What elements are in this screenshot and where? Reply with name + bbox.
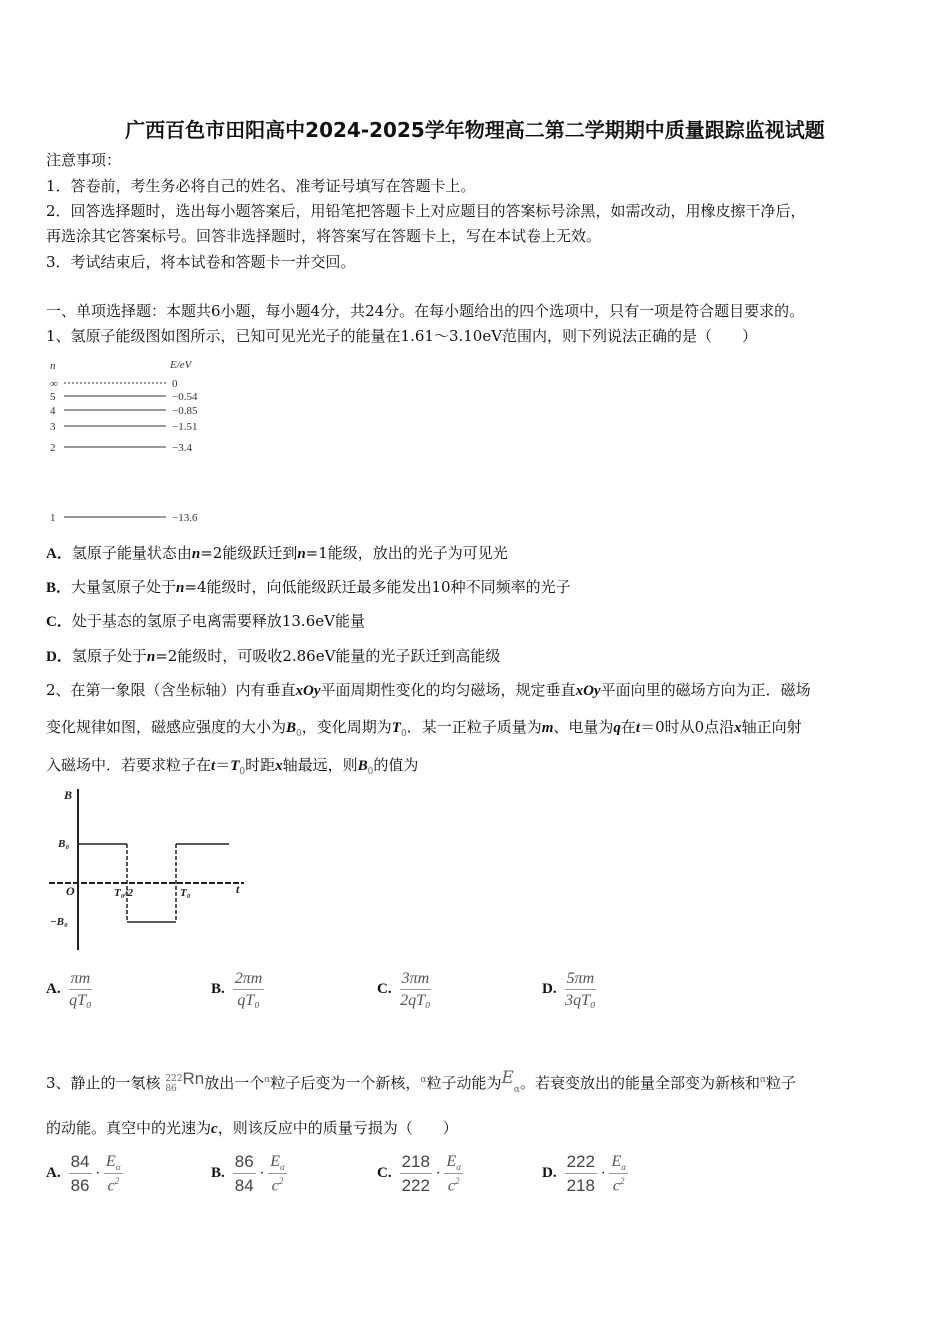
q3-option[interactable]: B. $\frac{86}{84}$ · $\frac{E_\alpha}{c^2}$	[211, 1152, 285, 1195]
svg-text:−13.6: −13.6	[172, 512, 198, 524]
svg-text:−0.54: −0.54	[172, 391, 198, 403]
q1-stem: 1、氢原子能级图如图所示，已知可见光光子的能量在1.61～3.10eV范围内，则下列说法正确的是（ ）	[46, 327, 758, 345]
q3-option[interactable]: A. $\frac{84}{86}$ · $\frac{E_\alpha}{c^2}$	[46, 1152, 121, 1195]
note-item: 1．答卷前，考生务必将自己的姓名、准考证号填写在答题卡上。	[46, 177, 476, 195]
q2-stem-line2: 变化规律如图，磁感应强度的大小为$B_0$，变化周期为$T_0$．某一正粒子质量为m、电量为q在t＝0时从0点沿x轴正向射	[46, 718, 802, 739]
y-axis-label: B	[64, 788, 73, 802]
q2-option[interactable]: D. $\frac{5\pi m}{\text{3qT₀}}$	[542, 970, 596, 1009]
energy-level	[50, 512, 198, 524]
q3-option[interactable]: C. $\frac{218}{222}$ · $\frac{E_\alpha}{c^2}$	[377, 1152, 461, 1195]
energy-level	[50, 405, 198, 417]
b-field-graph	[44, 785, 254, 955]
energy-level	[50, 391, 198, 403]
svg-text:−0.85: −0.85	[172, 405, 198, 417]
svg-text:3: 3	[50, 421, 56, 433]
q2-stem-line3: 入磁场中．若要求粒子在$t=T_0$时距x轴最远，则$B_0$的值为	[46, 756, 419, 777]
page-title: 广西百色市田阳高中2024-2025学年物理高二第二学期期中质量跟踪监视试题	[125, 118, 825, 142]
svg-text:O: O	[66, 884, 75, 898]
svg-text:4: 4	[50, 405, 56, 417]
q1-option-b[interactable]: B．大量氢原子处于n=4能级时，向低能级跃迁最多能发出10种不同频率的光子	[46, 578, 571, 596]
svg-text:t: t	[236, 882, 240, 896]
q1-option-d[interactable]: D．氢原子处于n=2能级时，可吸收2.86eV能量的光子跃迁到高能级	[46, 647, 501, 665]
svg-text:1: 1	[50, 512, 56, 524]
svg-text:−3.4: −3.4	[172, 442, 192, 454]
energy-level-diagram	[44, 355, 224, 530]
q3-stem-line1: 3、静止的一氡核 222 86 Rn放出一个$^\alpha$粒子后变为一个新核，$^\alpha$粒子动能为$E_\alpha$。若衰变放出的能量全部变为新核和$^\alpha$粒子	[46, 1068, 797, 1095]
n-label: n	[50, 360, 56, 372]
svg-text:−B₀: −B₀	[50, 916, 68, 928]
svg-text:2: 2	[50, 442, 56, 454]
q1-option-c[interactable]: C．处于基态的氢原子电离需要释放13.6eV能量	[46, 612, 365, 630]
energy-level	[50, 421, 197, 433]
q2-option[interactable]: B. $\frac{2\pi m}{\text{qT₀}}$	[211, 970, 263, 1009]
note-item: 再选涂其它答案标号。回答非选择题时，将答案写在答题卡上，写在本试卷上无效。	[46, 227, 602, 245]
q3-stem-line2: 的动能。真空中的光速为c，则该反应中的质量亏损为（ ）	[46, 1119, 458, 1137]
svg-text:−1.51: −1.51	[172, 421, 198, 433]
section-heading: 一、单项选择题：本题共6小题，每小题4分，共24分。在每小题给出的四个选项中，只有一项是符合题目要求的。	[46, 302, 805, 320]
e-label: E/eV	[170, 359, 192, 371]
q1-option-a[interactable]: A．氢原子能量状态由n=2能级跃迁到n=1能级，放出的光子为可见光	[46, 544, 508, 562]
svg-text:T₀/2: T₀/2	[114, 887, 134, 899]
energy-level	[50, 378, 178, 390]
svg-text:B₀: B₀	[58, 838, 70, 850]
svg-text:∞: ∞	[50, 378, 58, 390]
q2-option[interactable]: A. $\frac{\pi m}{\text{qT₀}}$	[46, 970, 92, 1009]
svg-text:5: 5	[50, 391, 56, 403]
q3-option[interactable]: D. $\frac{222}{218}$ · $\frac{E_\alpha}{c^2}$	[542, 1152, 626, 1195]
note-item: 3．考试结束后，将本试卷和答题卡一并交回。	[46, 253, 356, 271]
note-item: 2．回答选择题时，选出每小题答案后，用铅笔把答题卡上对应题目的答案标号涂黑，如需改动，用橡皮擦干净后，	[46, 202, 806, 220]
q2-stem-line1: 2、在第一象限（含坐标轴）内有垂直xOy平面周期性变化的均匀磁场，规定垂直xOy平面向里的磁场方向为正．磁场	[46, 681, 811, 699]
energy-level	[50, 442, 192, 454]
q2-option[interactable]: C. $\frac{3\pi m}{\text{2qT₀}}$	[377, 970, 431, 1009]
svg-text:T₀: T₀	[180, 887, 191, 899]
notes-heading: 注意事项：	[46, 151, 122, 169]
svg-text:0: 0	[172, 378, 178, 390]
